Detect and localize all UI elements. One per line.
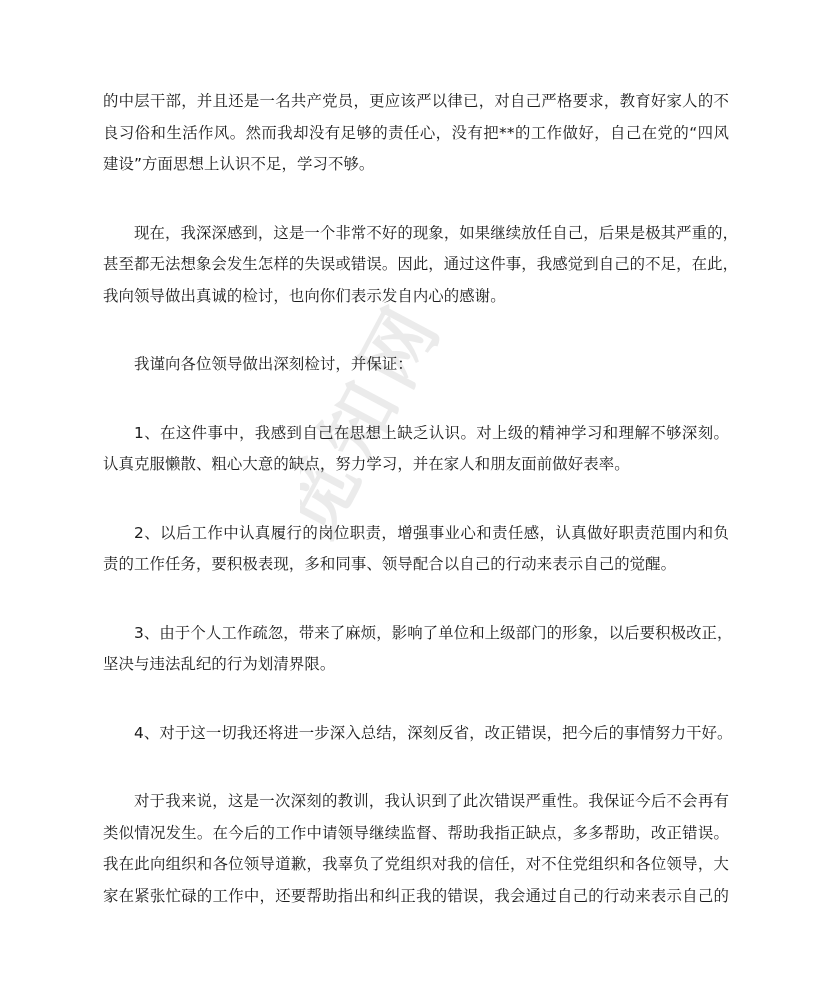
text-line: 我在此向组织和各位领导道歉，我辜负了党组织对我的信任，对不住党组织和各位领导，大 — [103, 855, 729, 873]
paragraph — [103, 418, 729, 481]
text-line: 1、在这件事中，我感到自己在思想上缺乏认识。对上级的精神学习和理解不够深刻。 — [134, 423, 729, 442]
text-line: 我向领导做出真诚的检讨，也向你们表示发自内心的感谢。 — [103, 286, 506, 305]
paragraph — [103, 349, 729, 381]
text-line: 的中层干部，并且还是一名共产党员，更应该严以律已，对自己严格要求，教育好家人的不 — [103, 92, 729, 110]
text-line: 我谨向各位领导做出深刻检讨，并保证： — [134, 355, 413, 373]
watermark-text: 觅知网 — [300, 300, 461, 550]
text-line: 4、对于这一切我还将进一步深入总结，深刻反省，改正错误，把今后的事情努力干好。 — [134, 723, 733, 742]
paragraph — [103, 218, 739, 313]
text-line: 类似情况发生。在今后的工作中请领导继续监督、帮助我指正缺点，多多帮助，改正错误。 — [103, 823, 729, 842]
document-body — [103, 86, 739, 949]
text-line: 甚至都无法想象会发生怎样的失误或错误。因此，通过这件事，我感觉到自己的不足，在此， — [103, 255, 739, 273]
paragraph — [103, 718, 733, 750]
text-line: 建设”方面思想上认识不足，学习不够。 — [103, 155, 375, 173]
text-line: 2、以后工作中认真履行的岗位职责，增强事业心和责任感，认真做好职责范围内和负 — [134, 523, 729, 542]
paragraph — [103, 786, 729, 912]
paragraph — [103, 86, 729, 181]
text-line: 对于我来说，这是一次深刻的教训，我认识到了此次错误严重性。我保证今后不会再有 — [134, 792, 729, 810]
text-line: 责的工作任务，要积极表现，多和同事、领导配合以自己的行动来表示自己的觉醒。 — [103, 555, 677, 573]
text-line: 3、由于个人工作疏忽，带来了麻烦，影响了单位和上级部门的形象，以后要积极改正， — [134, 623, 733, 642]
text-line: 良习俗和生活作风。然而我却没有足够的责任心，没有把**的工作做好，自己在党的“四风 — [103, 123, 729, 142]
text-line: 坚决与违法乱纪的行为划清界限。 — [103, 655, 336, 673]
text-line: 认真克服懒散、粗心大意的缺点，努力学习，并在家人和朋友面前做好表率。 — [103, 455, 630, 473]
paragraph — [103, 618, 733, 681]
paragraph — [103, 518, 729, 581]
text-line: 现在，我深深感到，这是一个非常不好的现象，如果继续放任自己，后果是极其严重的， — [134, 223, 739, 242]
text-line: 家在紧张忙碌的工作中，还要帮助指出和纠正我的错误，我会通过自己的行动来表示自己的 — [103, 886, 729, 905]
